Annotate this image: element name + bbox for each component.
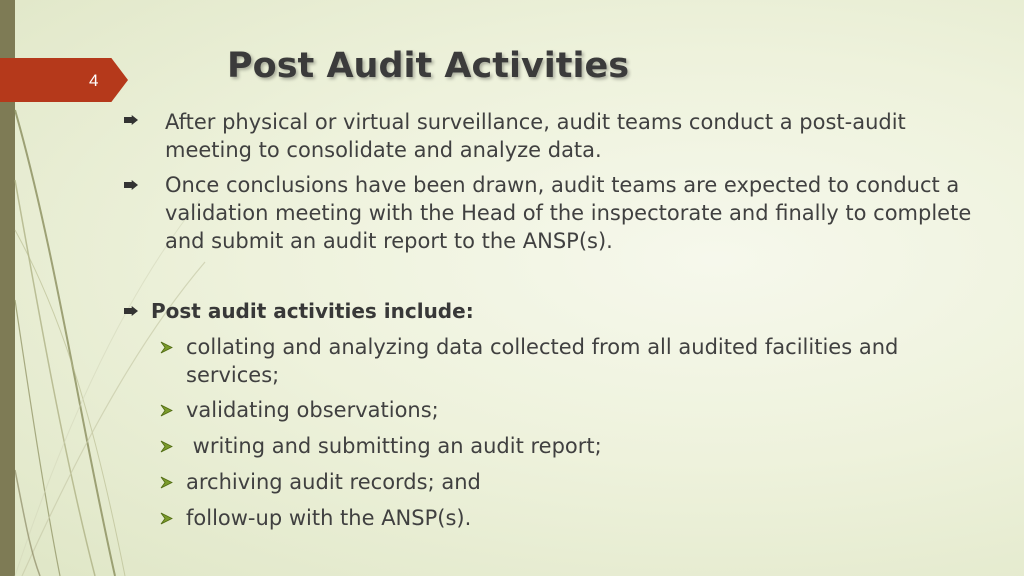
chevron-arrow-icon <box>158 474 175 491</box>
chevron-arrow-icon <box>158 438 175 455</box>
chevron-arrow-icon <box>158 339 175 356</box>
chevron-arrow-icon <box>158 402 175 419</box>
arrow-bullet-icon <box>124 115 138 125</box>
subitem-2: validating observations; <box>186 398 439 422</box>
chevron-arrow-icon <box>158 510 175 527</box>
subitem-1: collating and analyzing data collected from all audited facilities and services; <box>186 335 899 387</box>
subitem-4: archiving audit records; and <box>186 470 481 494</box>
bullet-text-2: Once conclusions have been drawn, audit teams are expected to conduct a validation meeting with the Head of the inspectorate and finally to complete and submit an audit report to the ANSP(s). <box>165 173 972 253</box>
subitem-3: writing and submitting an audit report; <box>186 434 602 458</box>
slide-title: Post Audit Activities <box>227 46 630 86</box>
arrow-bullet-icon <box>124 306 138 316</box>
bullet-text-3: Post audit activities include: <box>151 299 474 323</box>
bullet-text-1: After physical or virtual surveillance, audit teams conduct a post-audit meeting to consolidate and analyze data. <box>165 110 906 162</box>
slide-number-tab <box>0 58 128 102</box>
subitem-5: follow-up with the ANSP(s). <box>186 506 472 530</box>
arrow-bullet-icon <box>124 180 138 190</box>
slide-number: 4 <box>89 71 99 90</box>
